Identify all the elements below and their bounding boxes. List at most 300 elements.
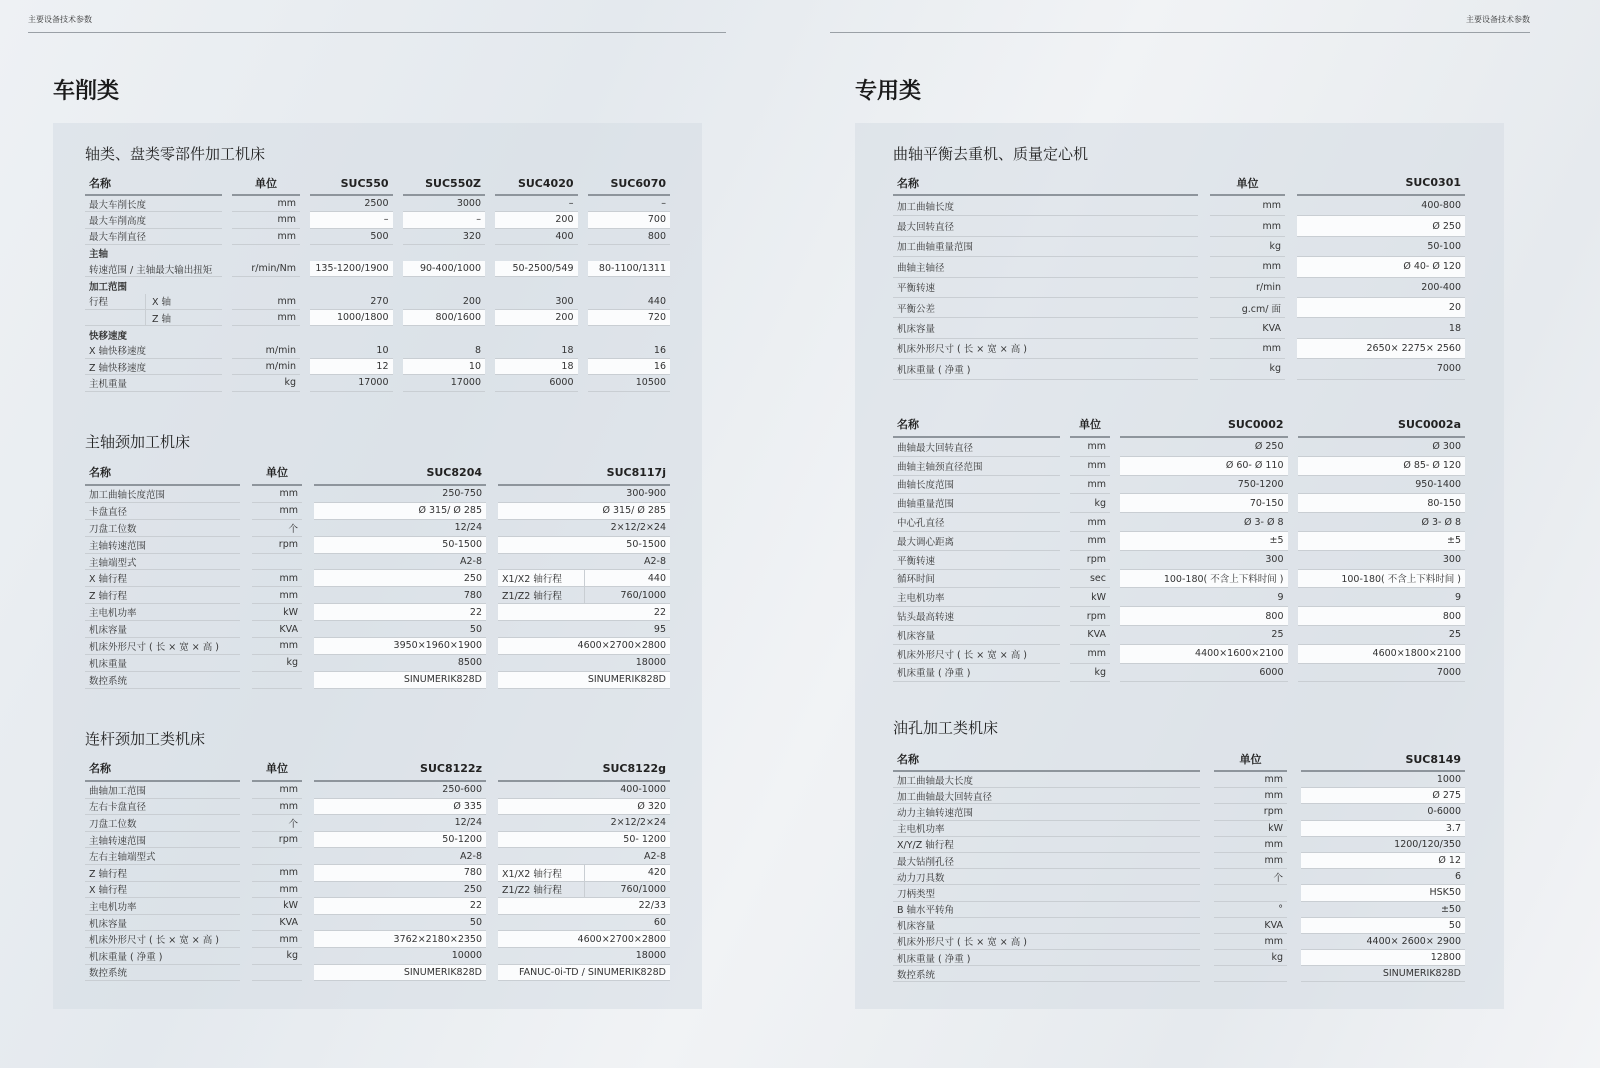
value-cell: 50-2500/549 xyxy=(495,261,578,277)
row-unit: mm xyxy=(1214,837,1287,853)
table-row xyxy=(85,865,670,882)
table-row xyxy=(893,837,1465,853)
value-cell: 18000 xyxy=(498,948,670,965)
row-name: 平衡公差 xyxy=(893,298,1198,318)
table-row xyxy=(893,457,1465,476)
row-unit: kg xyxy=(1210,237,1285,257)
row-unit: mm xyxy=(252,503,302,520)
table-row xyxy=(893,513,1465,532)
column-header: 单位 xyxy=(1210,171,1285,196)
table-header xyxy=(85,460,670,486)
row-unit: rpm xyxy=(252,832,302,849)
row-unit: 个 xyxy=(1214,869,1287,885)
table-row xyxy=(893,934,1465,950)
table-row xyxy=(85,503,670,520)
value-cell: 200 xyxy=(495,310,578,326)
value-cell: 18000 xyxy=(498,655,670,672)
table-row xyxy=(893,664,1465,683)
table-row xyxy=(85,638,670,655)
value-cell: 25 xyxy=(1298,626,1466,645)
row-group-label: 行程 xyxy=(89,297,109,309)
table-row xyxy=(893,318,1465,338)
row-unit: mm xyxy=(232,310,300,326)
value-cell: Ø 335 xyxy=(314,799,486,816)
value-cell: 440 xyxy=(588,294,671,310)
header-divider xyxy=(28,32,726,33)
row-unit: KVA xyxy=(1210,318,1285,338)
table-row xyxy=(85,537,670,554)
spec-table xyxy=(893,171,1465,380)
table-section-row xyxy=(85,277,670,293)
value-cell: 25 xyxy=(1120,626,1288,645)
table-row xyxy=(85,882,670,899)
value-cell: 100-180( 不含上下料时间 ) xyxy=(1120,570,1288,589)
value-cell: 50 xyxy=(314,915,486,932)
row-name: X/Y/Z 轴行程 xyxy=(893,837,1200,853)
table-row xyxy=(893,532,1465,551)
table-row xyxy=(85,261,670,277)
row-name: 机床容量 xyxy=(85,621,240,638)
value-cell: 700 xyxy=(588,212,671,228)
value-cell: 2650× 2275× 2560 xyxy=(1297,339,1465,359)
row-unit: mm xyxy=(252,799,302,816)
row-unit: sec xyxy=(1070,570,1110,589)
value-cell: 16 xyxy=(588,343,671,359)
row-name: 主机重量 xyxy=(85,375,222,391)
row-unit: rpm xyxy=(252,537,302,554)
value-cell: 400-1000 xyxy=(498,782,670,799)
value-sub-label: Z1/Z2 轴行程 xyxy=(502,591,562,603)
value-cell: 3950×1960×1900 xyxy=(314,638,486,655)
row-unit: KVA xyxy=(1070,626,1110,645)
value-cell: 2×12/2×24 xyxy=(498,815,670,832)
column-header: SUC4020 xyxy=(495,172,578,196)
row-name: 加工曲轴重量范围 xyxy=(893,237,1198,257)
row-unit: kg xyxy=(1070,664,1110,683)
value-cell: 17000 xyxy=(310,375,393,391)
value-cell: ±5 xyxy=(1298,532,1466,551)
value-cell: 6000 xyxy=(495,375,578,391)
value-cell: Ø 60- Ø 110 xyxy=(1120,457,1288,476)
value-cell: 90-400/1000 xyxy=(403,261,486,277)
row-unit: mm xyxy=(1214,853,1287,869)
table-row xyxy=(85,815,670,832)
table-row xyxy=(85,799,670,816)
value-cell-split xyxy=(498,570,670,587)
table-row xyxy=(85,375,670,391)
value-cell: 95 xyxy=(498,621,670,638)
value-cell: 10500 xyxy=(588,375,671,391)
value-sub-label: Z1/Z2 轴行程 xyxy=(502,885,562,897)
row-unit: mm xyxy=(1214,772,1287,788)
table-row xyxy=(893,570,1465,589)
row-unit: mm xyxy=(1070,645,1110,664)
row-unit: rpm xyxy=(1070,607,1110,626)
row-name: 刀盘工位数 xyxy=(85,815,240,832)
table-title: 轴类、盘类零部件加工机床 xyxy=(85,145,266,163)
row-name: 机床重量 ( 净重 ) xyxy=(893,359,1198,379)
table-row xyxy=(893,196,1465,216)
table-row xyxy=(85,212,670,228)
row-name: 加工曲轴最大长度 xyxy=(893,772,1200,788)
value-cell: 8500 xyxy=(314,655,486,672)
row-unit: 个 xyxy=(252,815,302,832)
value-cell: Ø 320 xyxy=(498,799,670,816)
column-header: 单位 xyxy=(1070,412,1110,438)
value-cell: 250 xyxy=(314,882,486,899)
row-unit: kW xyxy=(252,898,302,915)
row-name xyxy=(85,294,222,310)
table-row xyxy=(893,804,1465,820)
row-unit xyxy=(1214,885,1287,901)
row-unit: kg xyxy=(1070,494,1110,513)
table-row xyxy=(85,621,670,638)
value-cell: 780 xyxy=(314,587,486,604)
table-title: 油孔加工类机床 xyxy=(893,719,999,737)
table-row xyxy=(893,788,1465,804)
row-sub-label: X 轴 xyxy=(145,294,222,309)
row-unit: mm xyxy=(232,196,300,212)
value-cell: Ø 300 xyxy=(1298,438,1466,457)
value-cell: 950-1400 xyxy=(1298,476,1466,495)
row-unit: kg xyxy=(232,375,300,391)
row-unit: mm xyxy=(1070,532,1110,551)
row-name: 机床容量 xyxy=(893,318,1198,338)
row-name: 刀柄类型 xyxy=(893,885,1200,901)
section-title-turning: 车削类 xyxy=(53,79,120,104)
value-cell: 10 xyxy=(310,343,393,359)
row-name: 最大调心距离 xyxy=(893,532,1060,551)
row-unit: kg xyxy=(1210,359,1285,379)
row-unit: m/min xyxy=(232,359,300,375)
value-cell: Ø 315/ Ø 285 xyxy=(314,503,486,520)
value-cell: 12/24 xyxy=(314,815,486,832)
row-unit xyxy=(1214,966,1287,982)
row-name: Z 轴快移速度 xyxy=(85,359,222,375)
table-row xyxy=(85,655,670,672)
value-cell: 80-150 xyxy=(1298,494,1466,513)
section-label: 加工范围 xyxy=(89,281,128,293)
row-unit: KVA xyxy=(252,915,302,932)
value-cell: 10 xyxy=(403,359,486,375)
row-sub-label: Z 轴 xyxy=(145,310,222,325)
table-row xyxy=(893,626,1465,645)
value-cell: 135-1200/1900 xyxy=(310,261,393,277)
table-row xyxy=(85,604,670,621)
value-cell: 50 xyxy=(314,621,486,638)
column-header: 单位 xyxy=(252,756,302,782)
value-cell: 300-900 xyxy=(498,486,670,503)
value-cell: 70-150 xyxy=(1120,494,1288,513)
column-header: SUC0002 xyxy=(1120,412,1288,438)
table-row xyxy=(85,486,670,503)
value-cell: Ø 85- Ø 120 xyxy=(1298,457,1466,476)
value-cell: 16 xyxy=(588,359,671,375)
row-name: 曲轴长度范围 xyxy=(893,476,1060,495)
row-name: 平衡转速 xyxy=(893,551,1060,570)
row-name: 机床外形尺寸 ( 长 × 宽 × 高 ) xyxy=(893,339,1198,359)
row-name: 中心孔直径 xyxy=(893,513,1060,532)
value-cell: 250-600 xyxy=(314,782,486,799)
row-name: 左右卡盘直径 xyxy=(85,799,240,816)
row-name: 机床外形尺寸 ( 长 × 宽 × 高 ) xyxy=(85,638,240,655)
value-cell: 400 xyxy=(495,229,578,245)
row-name: 机床容量 xyxy=(85,915,240,932)
value-cell: 100-180( 不含上下料时间 ) xyxy=(1298,570,1466,589)
value-cell: 300 xyxy=(1298,551,1466,570)
row-name: 机床重量 ( 净重 ) xyxy=(893,664,1060,683)
value-cell: 400-800 xyxy=(1297,196,1465,216)
value-cell: 50-1200 xyxy=(314,832,486,849)
row-name: 数控系统 xyxy=(893,966,1200,982)
row-name: 加工曲轴最大回转直径 xyxy=(893,788,1200,804)
table-row xyxy=(893,885,1465,901)
value-cell: 3.7 xyxy=(1301,821,1465,837)
row-name: 曲轴主轴径 xyxy=(893,257,1198,277)
value-cell: Ø 3- Ø 8 xyxy=(1120,513,1288,532)
row-unit: mm xyxy=(232,229,300,245)
value-cell: 800 xyxy=(1120,607,1288,626)
column-header: 名称 xyxy=(893,748,1200,772)
row-unit xyxy=(252,965,302,982)
value-cell: 500 xyxy=(310,229,393,245)
value-cell: Ø 250 xyxy=(1297,216,1465,236)
value-sub-label: X1/X2 轴行程 xyxy=(502,574,562,586)
spec-table xyxy=(85,172,670,392)
value-cell: ±5 xyxy=(1120,532,1288,551)
row-name: 数控系统 xyxy=(85,965,240,982)
value-cell: Ø 40- Ø 120 xyxy=(1297,257,1465,277)
row-name: X 轴快移速度 xyxy=(85,343,222,359)
value-cell: 1000 xyxy=(1301,772,1465,788)
table-row xyxy=(893,918,1465,934)
table-title: 曲轴平衡去重机、质量定心机 xyxy=(893,145,1089,163)
value-cell: 320 xyxy=(403,229,486,245)
value-cell: 50-100 xyxy=(1297,237,1465,257)
value-cell: 4400×1600×2100 xyxy=(1120,645,1288,664)
value-cell: Ø 250 xyxy=(1120,438,1288,457)
value-cell: 4600×2700×2800 xyxy=(498,638,670,655)
row-unit: mm xyxy=(252,486,302,503)
column-header: SUC8117j xyxy=(498,460,670,486)
column-header: SUC8149 xyxy=(1301,748,1465,772)
row-unit: mm xyxy=(1210,257,1285,277)
row-name: 曲轴最大回转直径 xyxy=(893,438,1060,457)
row-unit: kW xyxy=(1070,588,1110,607)
value: 440 xyxy=(584,570,671,586)
row-name: 循环时间 xyxy=(893,570,1060,589)
row-name: 加工曲轴长度 xyxy=(893,196,1198,216)
value-cell-split xyxy=(498,587,670,604)
row-unit: mm xyxy=(1070,438,1110,457)
page-header-right: 主要设备技术参数 xyxy=(1466,15,1530,24)
table-row xyxy=(893,278,1465,298)
value-cell: 6 xyxy=(1301,869,1465,885)
row-unit: mm xyxy=(232,294,300,310)
row-name: 最大车削直径 xyxy=(85,229,222,245)
row-name: 卡盘直径 xyxy=(85,503,240,520)
column-header: 单位 xyxy=(232,172,300,196)
row-name: 主电机功率 xyxy=(85,604,240,621)
table-row xyxy=(893,438,1465,457)
column-header: SUC8204 xyxy=(314,460,486,486)
row-name: 机床外形尺寸 ( 长 × 宽 × 高 ) xyxy=(893,934,1200,950)
column-header: SUC0301 xyxy=(1297,171,1465,196)
table-row xyxy=(85,294,670,310)
table-section-row xyxy=(85,326,670,342)
value-cell: 12800 xyxy=(1301,950,1465,966)
row-unit: ° xyxy=(1214,902,1287,918)
column-header: SUC8122z xyxy=(314,756,486,782)
row-unit: kg xyxy=(252,948,302,965)
value-cell: 2500 xyxy=(310,196,393,212)
value-cell: 18 xyxy=(495,359,578,375)
row-unit: kg xyxy=(1214,950,1287,966)
table-row xyxy=(85,965,670,982)
value-cell: 200 xyxy=(495,212,578,228)
table-row xyxy=(85,343,670,359)
column-header: SUC6070 xyxy=(588,172,671,196)
row-name: 机床重量 xyxy=(85,655,240,672)
table-row xyxy=(85,898,670,915)
row-unit: mm xyxy=(252,638,302,655)
row-name: 机床外形尺寸 ( 长 × 宽 × 高 ) xyxy=(85,931,240,948)
spec-table xyxy=(893,748,1465,982)
value-cell: 18 xyxy=(495,343,578,359)
table-row xyxy=(85,196,670,212)
value: 420 xyxy=(584,865,671,881)
row-unit: mm xyxy=(1210,216,1285,236)
value-cell: 10000 xyxy=(314,948,486,965)
value-cell: 800 xyxy=(1298,607,1466,626)
table-row xyxy=(893,359,1465,379)
value-cell: Ø 275 xyxy=(1301,788,1465,804)
table-row xyxy=(85,948,670,965)
table-row xyxy=(893,853,1465,869)
row-name: 主轴转速范围 xyxy=(85,832,240,849)
value-cell: 250-750 xyxy=(314,486,486,503)
column-header: 单位 xyxy=(1214,748,1287,772)
value-cell: A2-8 xyxy=(314,848,486,865)
table-row xyxy=(893,237,1465,257)
row-name: 曲轴重量范围 xyxy=(893,494,1060,513)
value-cell: 250 xyxy=(314,570,486,587)
value-cell: 3762×2180×2350 xyxy=(314,931,486,948)
table-title: 主轴颈加工机床 xyxy=(85,433,191,451)
row-unit: g.cm/ 面 xyxy=(1210,298,1285,318)
row-unit: mm xyxy=(1070,513,1110,532)
row-unit: mm xyxy=(252,587,302,604)
row-name: 机床重量 ( 净重 ) xyxy=(893,950,1200,966)
value-cell: 50 xyxy=(1301,918,1465,934)
row-unit: mm xyxy=(1210,339,1285,359)
table-row xyxy=(893,902,1465,918)
column-header: 名称 xyxy=(85,460,240,486)
value-cell: 2×12/2×24 xyxy=(498,520,670,537)
value-cell: 270 xyxy=(310,294,393,310)
value-cell: – xyxy=(310,212,393,228)
table-row xyxy=(85,520,670,537)
row-name: 平衡转速 xyxy=(893,278,1198,298)
row-name: 左右主轴端型式 xyxy=(85,848,240,865)
row-unit: mm xyxy=(252,782,302,799)
table-header xyxy=(893,748,1465,772)
value-cell: 50-1500 xyxy=(314,537,486,554)
row-name: 机床容量 xyxy=(893,918,1200,934)
row-unit: KVA xyxy=(1214,918,1287,934)
value-cell: SINUMERIK828D xyxy=(314,965,486,982)
value-cell: 3000 xyxy=(403,196,486,212)
row-name: 最大车削高度 xyxy=(85,212,222,228)
table-row xyxy=(85,587,670,604)
value-cell: 200-400 xyxy=(1297,278,1465,298)
row-name: 机床外形尺寸 ( 长 × 宽 × 高 ) xyxy=(893,645,1060,664)
value-cell: 9 xyxy=(1298,588,1466,607)
row-name: 机床容量 xyxy=(893,626,1060,645)
row-unit xyxy=(252,672,302,689)
row-unit: mm xyxy=(252,931,302,948)
row-unit xyxy=(252,554,302,571)
value-cell: 720 xyxy=(588,310,671,326)
row-unit: rpm xyxy=(1214,804,1287,820)
row-name: Z 轴行程 xyxy=(85,587,240,604)
row-name: 最大车削长度 xyxy=(85,196,222,212)
row-unit: m/min xyxy=(232,343,300,359)
row-unit xyxy=(252,848,302,865)
row-unit: rpm xyxy=(1070,551,1110,570)
table-row xyxy=(893,645,1465,664)
spec-table xyxy=(85,460,670,689)
column-header: SUC550 xyxy=(310,172,393,196)
value-cell: 4600×2700×2800 xyxy=(498,931,670,948)
row-name: 刀盘工位数 xyxy=(85,520,240,537)
section-title-special: 专用类 xyxy=(855,79,922,104)
row-name: 钻头最高转速 xyxy=(893,607,1060,626)
column-header: SUC8122g xyxy=(498,756,670,782)
table-row xyxy=(893,607,1465,626)
value-cell: 80-1100/1311 xyxy=(588,261,671,277)
value-cell: FANUC-0i-TD / SINUMERIK828D xyxy=(498,965,670,982)
value-cell: 50-1500 xyxy=(498,537,670,554)
value-cell: SINUMERIK828D xyxy=(314,672,486,689)
value-cell: 1000/1800 xyxy=(310,310,393,326)
table-row xyxy=(85,672,670,689)
table-header xyxy=(85,756,670,782)
table-row xyxy=(85,848,670,865)
value-cell: SINUMERIK828D xyxy=(498,672,670,689)
row-unit: 个 xyxy=(252,520,302,537)
row-unit: r/min xyxy=(1210,278,1285,298)
value-cell: 4600×1800×2100 xyxy=(1298,645,1466,664)
value-cell: 7000 xyxy=(1298,664,1466,683)
column-header: 名称 xyxy=(85,172,222,196)
value-cell-split xyxy=(498,865,670,882)
row-name: 机床重量 ( 净重 ) xyxy=(85,948,240,965)
table-row xyxy=(893,551,1465,570)
row-unit: kW xyxy=(1214,821,1287,837)
value-cell: 7000 xyxy=(1297,359,1465,379)
spec-table xyxy=(85,756,670,981)
value: 760/1000 xyxy=(584,587,671,603)
value-cell: 1200/120/350 xyxy=(1301,837,1465,853)
row-unit: mm xyxy=(252,570,302,587)
row-name: 曲轴加工范围 xyxy=(85,782,240,799)
row-name: 主电机功率 xyxy=(893,821,1200,837)
table-row xyxy=(85,359,670,375)
value-cell: 300 xyxy=(1120,551,1288,570)
row-unit: mm xyxy=(1214,934,1287,950)
table-row xyxy=(893,476,1465,495)
